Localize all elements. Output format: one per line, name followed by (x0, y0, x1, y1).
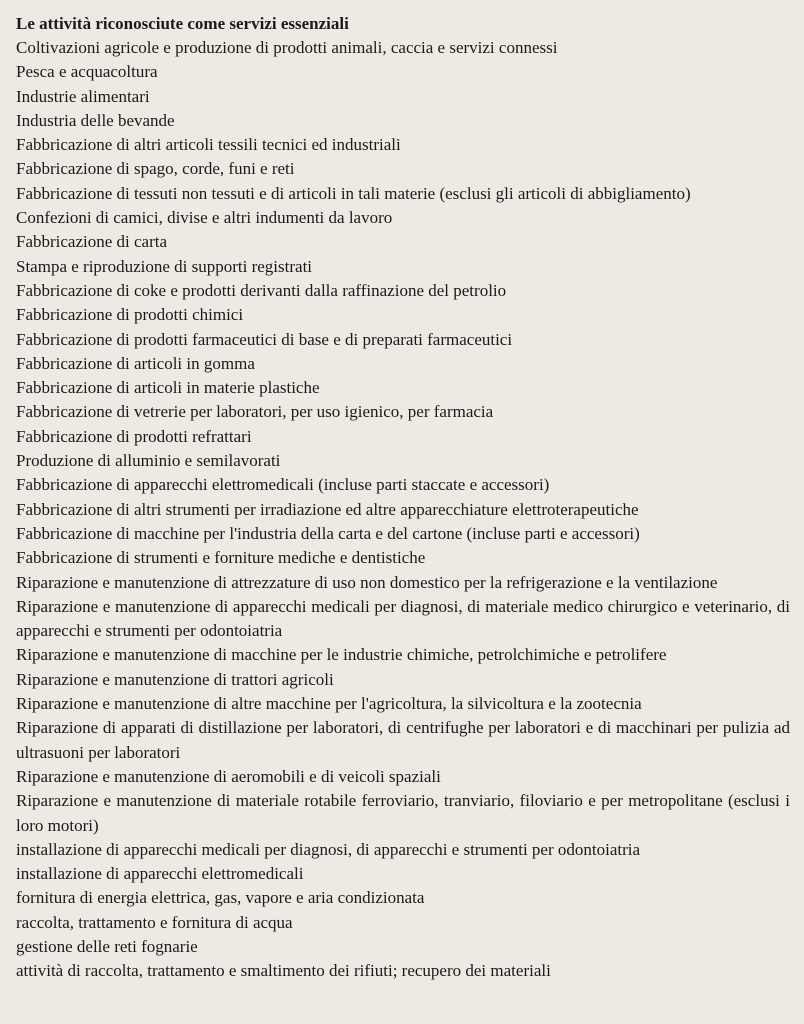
list-item: Fabbricazione di altri articoli tessili tecnici ed industriali (16, 135, 401, 155)
list-item: Riparazione di apparati di distillazione per laboratori, di centrifughe per laboratori e di macchinari per pulizia ad ultrasuoni per laboratori (16, 718, 790, 762)
list-item: gestione delle reti fognarie (16, 936, 198, 956)
list-item: Fabbricazione di articoli in gomma (16, 353, 255, 373)
list-item: Fabbricazione di tessuti non tessuti e di articoli in tali materie (esclusi gli articoli di abbigliamento) (16, 183, 691, 203)
list-item: Confezioni di camici, divise e altri indumenti da lavoro (16, 208, 393, 228)
list-item: Riparazione e manutenzione di aeromobili e di veicoli spaziali (16, 766, 441, 786)
list-item: Coltivazioni agricole e produzione di prodotti animali, caccia e servizi connessi (16, 38, 558, 57)
list-item: Fabbricazione di strumenti e forniture mediche e dentistiche (16, 548, 426, 568)
activity-list (16, 36, 790, 984)
list-item: Fabbricazione di spago, corde, funi e reti (16, 159, 295, 179)
list-item: Riparazione e manutenzione di trattori agricoli (16, 669, 334, 689)
list-item: Industria delle bevande (16, 110, 175, 130)
list-item: Riparazione e manutenzione di altre macchine per l'agricoltura, la silvicoltura e la zootecnia (16, 694, 642, 714)
list-item: Riparazione e manutenzione di attrezzature di uso non domestico per la refrigerazione e la ventilazione (16, 572, 718, 592)
list-item: fornitura di energia elettrica, gas, vapore e aria condizionata (16, 888, 425, 908)
list-item: installazione di apparecchi elettromedicali (16, 864, 304, 884)
list-item: raccolta, trattamento e fornitura di acqua (16, 912, 293, 932)
list-item: Fabbricazione di prodotti chimici (16, 305, 244, 325)
list-item: Fabbricazione di macchine per l'industria della carta e del cartone (incluse parti e accessori) (16, 523, 640, 543)
list-item: Fabbricazione di altri strumenti per irradiazione ed altre apparecchiature elettroterapeutiche (16, 499, 639, 519)
list-item: Fabbricazione di prodotti farmaceutici di base e di preparati farmaceutici (16, 329, 513, 349)
list-item: Riparazione e manutenzione di apparecchi medicali per diagnosi, di materiale medico chirurgico e veterinario, di apparecchi e strumenti per odontoiatria (16, 596, 790, 641)
list-item: Fabbricazione di articoli in materie plastiche (16, 378, 320, 398)
list-item: Fabbricazione di vetrerie per laboratori, per uso igienico, per farmacia (16, 402, 494, 422)
list-item: Fabbricazione di prodotti refrattari (16, 426, 252, 446)
list-item: Stampa e riproduzione di supporti registrati (16, 256, 313, 276)
list-item: attività di raccolta, trattamento e smaltimento dei rifiuti; recupero dei materiali (16, 961, 551, 981)
list-item: Riparazione e manutenzione di materiale rotabile ferroviario, tranviario, filoviario e per metropolitane (esclusi i loro motori) (16, 791, 790, 835)
list-item: installazione di apparecchi medicali per diagnosi, di apparecchi e strumenti per odontoiatria (16, 839, 641, 859)
list-item: Produzione di alluminio e semilavorati (16, 451, 281, 471)
list-item: Fabbricazione di apparecchi elettromedicali (incluse parti staccate e accessori) (16, 475, 550, 495)
list-item: Pesca e acquacoltura (16, 62, 158, 82)
list-item: Fabbricazione di carta (16, 232, 168, 252)
list-item: Riparazione e manutenzione di macchine per le industrie chimiche, petrolchimiche e petrolifere (16, 645, 667, 665)
document-title: Le attività riconosciute come servizi essenziali (16, 14, 349, 33)
list-item: Industrie alimentari (16, 86, 150, 106)
list-item: Fabbricazione di coke e prodotti derivanti dalla raffinazione del petrolio (16, 280, 507, 300)
